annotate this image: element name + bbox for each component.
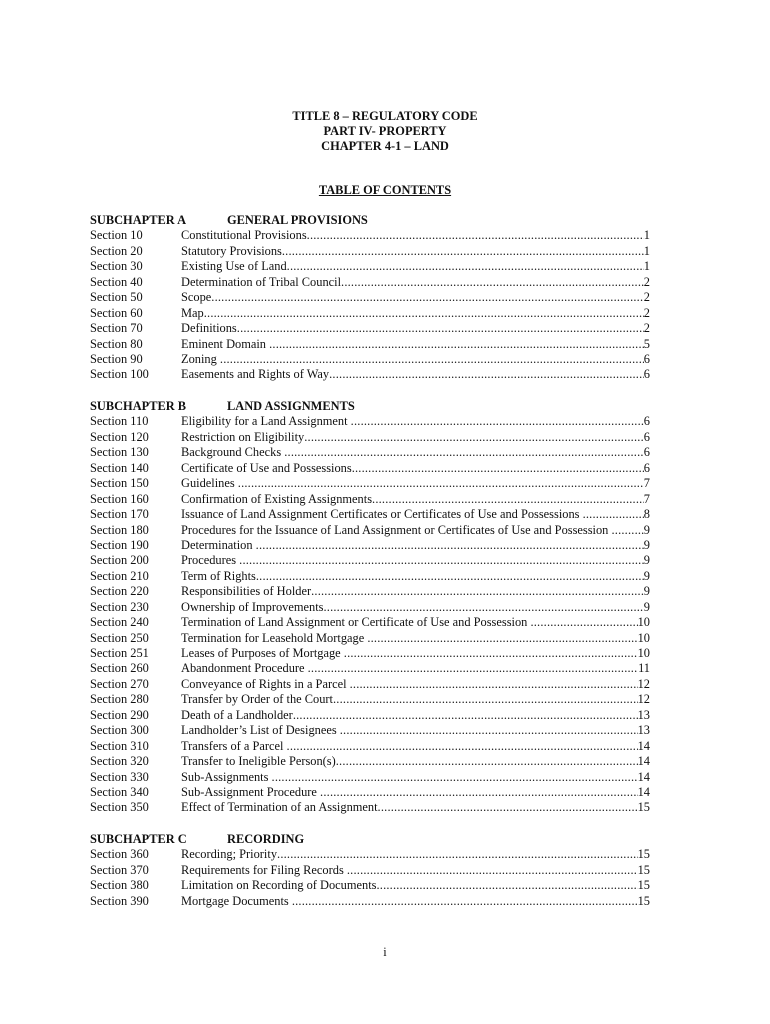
toc-entry[interactable] [90, 275, 650, 290]
subchapter-b [90, 399, 650, 816]
toc-entry[interactable] [90, 523, 650, 538]
dot-leader [269, 337, 644, 352]
entry-title: Mortgage Documents [181, 893, 292, 908]
section-number: Section 230 [90, 599, 149, 614]
entry-title: Guidelines [181, 476, 238, 491]
section-number: Section 290 [90, 707, 149, 722]
entry-line [181, 244, 650, 259]
toc-entry[interactable] [90, 646, 650, 661]
toc-entry[interactable] [90, 739, 650, 754]
entry-line [181, 476, 650, 491]
title-line: TITLE 8 – REGULATORY CODE [292, 109, 478, 123]
entry-line [181, 538, 650, 553]
section-number: Section 390 [90, 893, 149, 908]
toc-entry[interactable] [90, 352, 650, 367]
page-reference: 13 [637, 707, 650, 722]
dot-leader [611, 523, 643, 538]
entry-title: Determination [181, 537, 256, 552]
entry-line [181, 584, 650, 599]
section-number: Section 360 [90, 847, 149, 862]
section-number: Section 310 [90, 738, 149, 753]
dot-leader [256, 538, 644, 553]
toc-entry[interactable] [90, 785, 650, 800]
section-number: Section 280 [90, 692, 149, 707]
section-number: Section 380 [90, 878, 149, 893]
page-reference: 9 [643, 553, 650, 568]
toc-entry[interactable] [90, 708, 650, 723]
dot-leader [320, 785, 638, 800]
section-number: Section 220 [90, 584, 149, 599]
toc-entry[interactable] [90, 878, 650, 893]
section-number: Section 350 [90, 800, 149, 815]
dot-leader [372, 492, 644, 507]
page-reference: 6 [643, 429, 650, 444]
toc-entry[interactable] [90, 430, 650, 445]
page-number: i [383, 945, 387, 959]
entry-line [181, 507, 650, 522]
dot-leader [256, 569, 644, 584]
entry-line [181, 800, 650, 815]
entry-title: Landholder’s List of Designees [181, 723, 340, 738]
dot-leader [329, 367, 644, 382]
chapter-line: CHAPTER 4-1 – LAND [321, 139, 449, 154]
section-number: Section 370 [90, 862, 149, 877]
entry-title: Existing Use of Land [181, 259, 287, 274]
toc-entry[interactable] [90, 321, 650, 336]
entry-title: Abandonment Procedure [181, 661, 308, 676]
entry-line [181, 708, 650, 723]
part-line: PART IV- PROPERTY [323, 124, 447, 139]
section-number: Section 210 [90, 568, 149, 583]
subchapter-heading [90, 832, 650, 847]
dot-leader [287, 259, 644, 274]
dot-leader [284, 445, 644, 460]
toc-entry[interactable] [90, 461, 650, 476]
entry-line [181, 847, 650, 862]
page-reference: 1 [643, 259, 650, 274]
entry-title: Certificate of Use and Possessions [181, 460, 352, 475]
section-number: Section 240 [90, 615, 149, 630]
toc-entry[interactable] [90, 863, 650, 878]
toc-entry[interactable] [90, 507, 650, 522]
toc-entry[interactable] [90, 847, 650, 862]
section-number: Section 60 [90, 305, 143, 320]
entry-title: Leases of Purposes of Mortgage [181, 646, 344, 660]
dot-leader [344, 646, 638, 661]
page-reference: 12 [637, 692, 650, 707]
entry-line [181, 259, 650, 274]
toc-entry[interactable] [90, 306, 650, 321]
page-reference: 6 [643, 351, 650, 366]
section-number: Section 140 [90, 460, 149, 475]
entry-line [181, 677, 650, 692]
toc-entry[interactable] [90, 661, 650, 676]
page-reference: 6 [643, 414, 650, 429]
section-number: Section 340 [90, 784, 149, 799]
page-reference: 9 [643, 599, 650, 614]
toc-entry[interactable] [90, 584, 650, 599]
toc-entry[interactable] [90, 770, 650, 785]
entry-line [181, 414, 650, 429]
dot-leader [304, 430, 644, 445]
section-number: Section 200 [90, 553, 149, 568]
section-number: Section 130 [90, 445, 149, 460]
section-number: Section 150 [90, 476, 149, 491]
entry-title: Definitions [181, 321, 237, 336]
entry-title: Sub-Assignments [181, 769, 272, 784]
subchapter-label: SUBCHAPTER A [90, 213, 187, 227]
entry-line [181, 661, 650, 676]
dot-leader [333, 692, 638, 707]
page-reference: 9 [643, 537, 650, 552]
dot-leader [340, 723, 638, 738]
toc-entry[interactable] [90, 553, 650, 568]
toc-entry[interactable] [90, 492, 650, 507]
entry-title: Termination of Land Assignment or Certificate of Use and Possession [181, 615, 531, 630]
subchapter-name: GENERAL PROVISIONS [227, 213, 368, 227]
entry-title: Procedures [181, 553, 240, 568]
toc-entry[interactable] [90, 754, 650, 769]
entry-title: Transfers of a Parcel [181, 738, 287, 753]
section-number: Section 170 [90, 507, 149, 522]
entry-title: Zoning [181, 351, 220, 366]
dot-leader [350, 677, 638, 692]
entry-line [181, 367, 650, 382]
entry-title: Constitutional Provisions [181, 228, 307, 243]
page-reference: 6 [643, 460, 650, 475]
page-reference: 13 [637, 723, 650, 738]
entry-title: Statutory Provisions [181, 243, 282, 258]
entry-title: Sub-Assignment Procedure [181, 784, 321, 799]
toc-entry[interactable] [90, 259, 650, 274]
entry-line [181, 275, 650, 290]
entry-line [181, 785, 650, 800]
entry-line [181, 569, 650, 584]
section-number: Section 10 [90, 228, 143, 243]
dot-leader [277, 847, 638, 862]
entry-title: Termination for Leasehold Mortgage [181, 630, 368, 645]
dot-leader [341, 275, 644, 290]
entry-title: Death of a Landholder [181, 707, 293, 722]
toc-entry[interactable] [90, 800, 650, 815]
page-reference: 8 [643, 507, 650, 522]
section-number: Section 190 [90, 537, 149, 552]
page-reference: 10 [637, 646, 650, 660]
entry-title: Confirmation of Existing Assignments [181, 491, 373, 506]
entry-line [181, 878, 650, 893]
dot-leader [287, 739, 638, 754]
entry-line [181, 492, 650, 507]
toc-entry[interactable] [90, 723, 650, 738]
subchapter-label: SUBCHAPTER C [90, 832, 187, 846]
entry-line [181, 445, 650, 460]
toc-entry[interactable] [90, 414, 650, 429]
entry-line [181, 461, 650, 476]
page-reference: 15 [637, 893, 650, 908]
dot-leader [352, 461, 644, 476]
entry-line [181, 646, 650, 661]
section-number: Section 110 [90, 414, 149, 429]
page-reference: 2 [643, 274, 650, 289]
toc-entry[interactable] [90, 244, 650, 259]
dot-leader [292, 894, 638, 909]
section-number: Section 251 [90, 646, 149, 660]
dot-leader [583, 507, 644, 522]
section-number: Section 50 [90, 290, 143, 305]
entry-line [181, 228, 650, 243]
page-reference: 15 [637, 847, 650, 862]
page-reference: 6 [643, 367, 650, 382]
page-reference: 1 [643, 243, 650, 258]
entry-line [181, 631, 650, 646]
dot-leader [376, 878, 637, 893]
section-number: Section 300 [90, 723, 149, 738]
entry-line [181, 430, 650, 445]
toc-entry[interactable] [90, 569, 650, 584]
dot-leader [347, 863, 638, 878]
section-number: Section 330 [90, 769, 149, 784]
entry-title: Recording; Priority [181, 847, 278, 862]
dot-leader [351, 414, 644, 429]
dot-leader [307, 228, 644, 243]
page-reference: 2 [643, 305, 650, 320]
entry-title: Ownership of Improvements [181, 599, 324, 614]
toc-entry[interactable] [90, 894, 650, 909]
page-reference: 15 [637, 800, 650, 815]
entry-title: Term of Rights [181, 568, 256, 583]
dot-leader [282, 244, 644, 259]
toc-entry[interactable] [90, 677, 650, 692]
toc-entry[interactable] [90, 615, 650, 630]
toc-entry[interactable] [90, 290, 650, 305]
subchapter-label: SUBCHAPTER B [90, 399, 187, 413]
toc-entry[interactable] [90, 445, 650, 460]
toc-entry[interactable] [90, 367, 650, 382]
dot-leader [293, 708, 638, 723]
page-reference: 15 [637, 878, 650, 893]
page-reference: 9 [643, 584, 650, 599]
section-number: Section 20 [90, 243, 143, 258]
toc-entry[interactable] [90, 538, 650, 553]
page-reference: 12 [637, 676, 650, 691]
entry-title: Transfer to Ineligible Person(s) [181, 754, 336, 769]
section-number: Section 100 [90, 367, 149, 382]
entry-line [181, 692, 650, 707]
entry-title: Responsibilities of Holder [181, 584, 312, 599]
entry-line [181, 600, 650, 615]
entry-title: Effect of Termination of an Assignment [181, 800, 378, 815]
section-number: Section 30 [90, 259, 143, 274]
dot-leader [239, 553, 644, 568]
subchapter-name: LAND ASSIGNMENTS [227, 399, 355, 413]
entry-line [181, 352, 650, 367]
entry-title: Eminent Domain [181, 336, 270, 351]
entry-line [181, 723, 650, 738]
section-number: Section 40 [90, 274, 143, 289]
entry-title: Transfer by Order of the Court [181, 692, 333, 707]
section-number: Section 260 [90, 661, 149, 676]
entry-title: Restriction on Eligibility [181, 429, 305, 444]
toc-entry[interactable] [90, 600, 650, 615]
page-reference: 15 [637, 862, 650, 877]
subchapter-name: RECORDING [227, 832, 305, 846]
toc-entry[interactable] [90, 692, 650, 707]
section-number: Section 90 [90, 351, 143, 366]
dot-leader [530, 615, 637, 630]
entry-title: Scope [181, 290, 212, 305]
section-number: Section 180 [90, 522, 149, 537]
dot-leader [378, 800, 638, 815]
page-reference: 10 [637, 615, 650, 630]
entry-title: Easements and Rights of Way [181, 367, 330, 382]
entry-line [181, 739, 650, 754]
entry-title: Procedures for the Issuance of Land Assignment or Certificates of Use and Possession [181, 522, 612, 537]
entry-line [181, 306, 650, 321]
document-heading [0, 109, 770, 155]
page-reference: 14 [637, 754, 650, 769]
entry-line [181, 337, 650, 352]
toc-entry[interactable] [90, 631, 650, 646]
entry-line [181, 863, 650, 878]
page-reference: 9 [643, 568, 650, 583]
dot-leader [308, 661, 638, 676]
section-number: Section 80 [90, 336, 143, 351]
page-reference: 7 [643, 491, 650, 506]
entry-title: Limitation on Recording of Documents [181, 878, 377, 893]
subchapter-c [90, 832, 650, 909]
page-reference: 14 [637, 784, 650, 799]
entry-line [181, 321, 650, 336]
page-reference: 2 [643, 290, 650, 305]
dot-leader [367, 631, 637, 646]
entry-title: Determination of Tribal Council [181, 274, 342, 289]
dot-leader [336, 754, 638, 769]
entry-line [181, 553, 650, 568]
entry-line [181, 615, 650, 630]
subchapter-heading [90, 213, 650, 228]
toc-title: TABLE OF CONTENTS [318, 183, 452, 197]
section-number: Section 270 [90, 676, 149, 691]
dot-leader [311, 584, 644, 599]
toc-entry[interactable] [90, 476, 650, 491]
page-reference: 14 [637, 738, 650, 753]
page-reference: 6 [643, 445, 650, 460]
toc-entry[interactable] [90, 228, 650, 243]
toc-entry[interactable] [90, 337, 650, 352]
section-number: Section 120 [90, 429, 149, 444]
entry-line [181, 523, 650, 538]
dot-leader [238, 476, 644, 491]
entry-title: Eligibility for a Land Assignment [181, 414, 351, 429]
entry-line [181, 754, 650, 769]
subchapter-a [90, 213, 650, 383]
entry-title: Map [181, 305, 204, 320]
dot-leader [204, 306, 644, 321]
entry-title: Conveyance of Rights in a Parcel [181, 676, 350, 691]
dot-leader [272, 770, 638, 785]
entry-line [181, 894, 650, 909]
section-number: Section 70 [90, 321, 143, 336]
page-reference: 5 [643, 336, 650, 351]
dot-leader [220, 352, 644, 367]
page-reference: 2 [643, 321, 650, 336]
page-reference: 1 [643, 228, 650, 243]
section-number: Section 320 [90, 754, 149, 769]
dot-leader [237, 321, 644, 336]
entry-title: Issuance of Land Assignment Certificates or Certificates of Use and Possessions [181, 507, 583, 522]
page-reference: 7 [643, 476, 650, 491]
page-reference: 11 [638, 661, 650, 676]
entry-line [181, 770, 650, 785]
page-reference: 14 [637, 769, 650, 784]
page-reference: 10 [637, 630, 650, 645]
page-reference: 9 [643, 522, 650, 537]
section-number: Section 250 [90, 630, 149, 645]
entry-title: Requirements for Filing Records [181, 862, 347, 877]
subchapter-heading [90, 399, 650, 414]
section-number: Section 160 [90, 491, 149, 506]
entry-line [181, 290, 650, 305]
dot-leader [323, 600, 643, 615]
entry-title: Background Checks [181, 445, 285, 460]
dot-leader [211, 290, 644, 305]
